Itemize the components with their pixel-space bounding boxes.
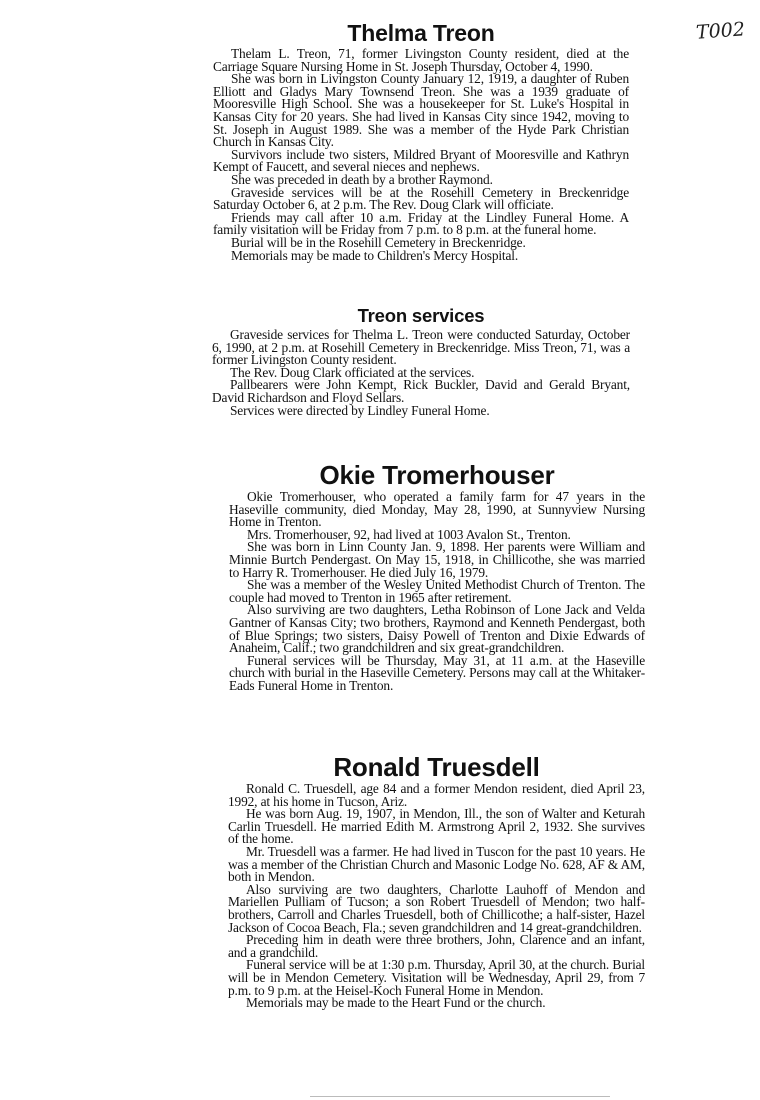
paragraph: Preceding him in death were three brothers, John, Clarence and an infant, and a grandchild. — [228, 932, 645, 960]
paragraph: Memorials may be made to Children's Mercy Hospital. — [231, 247, 519, 263]
notice-body — [212, 329, 630, 417]
paragraph: The Rev. Doug Clark officiated at the services. — [230, 364, 475, 380]
obituary-headline: Okie Tromerhouser — [319, 460, 555, 490]
paragraph: Pallbearers were John Kempt, Rick Buckler, David and Gerald Bryant, David Richardson and Floyd Sellars. — [212, 377, 630, 405]
obituary-thelma-treon — [213, 20, 629, 262]
paragraph: Mrs. Tromerhouser, 92, had lived at 1003 Avalon St., Trenton. — [247, 526, 571, 542]
paragraph: Ronald C. Truesdell, age 84 and a former Mendon resident, died April 23, 1992, at his home in Tucson, Ariz. — [228, 781, 645, 809]
handwritten-page-label: T002 — [695, 18, 746, 44]
paragraph: Also surviving are two daughters, Charlotte Lauhoff of Mendon and Mariellen Pulliam of Tucson; a son Robert Truesdell of Mendon; two half-brothers, Carroll and Charles Truesdell, both of Chillicothe; a half-sister, Hazel Jackson of Cocoa Beach, Fla.; seven grandchildren and 14 great-grandchildren. — [228, 881, 645, 935]
paragraph: Services were directed by Lindley Funeral Home. — [230, 402, 490, 418]
obituary-body — [213, 48, 629, 262]
obituary-body — [228, 783, 645, 1010]
paragraph: Memorials may be made to the Heart Fund or the church. — [246, 995, 546, 1011]
paragraph: Mr. Truesdell was a farmer. He had lived in Tuscon for the past 10 years. He was a member of the Christian Church and Masonic Lodge No. 628, AF & AM, both in Mendon. — [228, 843, 645, 885]
obituary-okie-tromerhouser — [229, 460, 645, 693]
obituary-headline: Thelma Treon — [347, 20, 495, 46]
paragraph: Burial will be in the Rosehill Cemetery in Breckenridge. — [231, 234, 526, 250]
paragraph: Okie Tromerhouser, who operated a family farm for 47 years in the Haseville community, died Monday, May 28, 1990, at Sunnyview Nursing Home in Trenton. — [229, 489, 645, 530]
paragraph: She was born in Livingston County January 12, 1919, a daughter of Ruben Elliott and Gladys Mary Townsend Treon. She was a 1939 graduate of Mooresville High School. She was a housekeeper for St. Luke's Hospital in Kansas City for 20 years. She had lived in Kansas City since 1942, moving to St. Joseph in August 1989. She was a member of the Hyde Park Christian Church in Kansas City. — [213, 71, 629, 150]
paragraph: She was born in Linn County Jan. 9, 1898. Her parents were William and Minnie Burtch Pendergast. On May 15, 1918, in Chillicothe, she was married to Harry R. Tromerhouser. He died July 16, 1979. — [229, 539, 645, 580]
obituary-headline: Ronald Truesdell — [333, 752, 540, 782]
paragraph: He was born Aug. 19, 1907, in Mendon, Ill., the son of Walter and Keturah Carlin Truesdell. He married Edith M. Armstrong April 2, 1932. She survives of the home. — [228, 806, 645, 847]
paragraph: Survivors include two sisters, Mildred Bryant of Mooresville and Kathryn Kempt of Faucett, and several nieces and nephews. — [213, 146, 629, 175]
obituary-body — [229, 491, 645, 693]
paragraph: Friends may call after 10 a.m. Friday at the Lindley Funeral Home. A family visitation will be Friday from 7 p.m. to 8 p.m. at the funeral home. — [213, 209, 629, 238]
treon-services-notice — [212, 305, 630, 417]
paragraph: She was preceded in death by a brother Raymond. — [231, 171, 493, 187]
paragraph: Funeral services will be Thursday, May 31, at 11 a.m. at the Haseville church with burial in the Haseville Cemetery. Persons may call at the Whitaker-Eads Funeral Home in Trenton. — [229, 652, 645, 693]
bottom-divider — [310, 1096, 610, 1097]
paragraph: She was a member of the Wesley United Methodist Church of Trenton. The couple had moved to Trenton in 1965 after retirement. — [229, 577, 645, 605]
paragraph: Graveside services will be at the Rosehill Cemetery in Breckenridge Saturday October 6, at 2 p.m. The Rev. Doug Clark will officiate. — [213, 184, 629, 213]
notice-headline: Treon services — [357, 305, 485, 326]
paragraph: Graveside services for Thelma L. Treon were conducted Saturday, October 6, 1990, at 2 p.m. at Rosehill Cemetery in Breckenridge. Miss Treon, 71, was a former Livingston County resident. — [212, 327, 630, 368]
paragraph: Funeral service will be at 1:30 p.m. Thursday, April 30, at the church. Burial will be in Mendon Cemetery. Visitation will be Wednesday, April 29, from 7 p.m. to 9 p.m. at the Heisel-Koch Funeral Home in Mendon. — [228, 957, 645, 998]
obituary-ronald-truesdell — [228, 752, 645, 1010]
paragraph: Thelam L. Treon, 71, former Livingston County resident, died at the Carriage Square Nursing Home in St. Joseph Thursday, October 4, 1990. — [213, 46, 629, 74]
paragraph: Also surviving are two daughters, Letha Robinson of Lone Jack and Velda Gantner of Kansas City; two brothers, Raymond and Kenneth Pendergast, both of Blue Springs; two sisters, Daisy Powell of Trenton and Dixie Edwards of Anaheim, Calif.; two grandchildren and six great-grandchildren. — [229, 602, 645, 656]
